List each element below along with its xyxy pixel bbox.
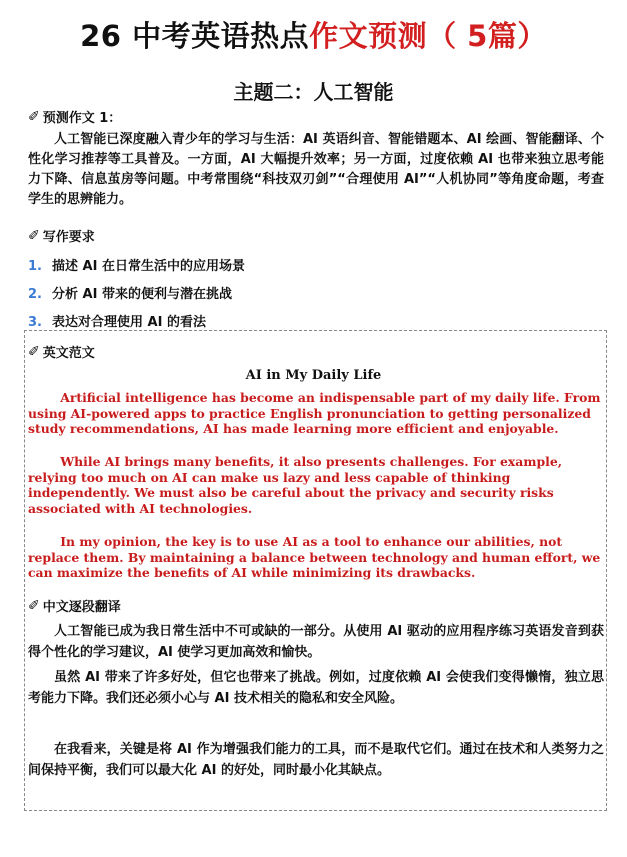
prediction-label: 预测作文 1：	[42, 111, 122, 126]
check-icon: ✐	[28, 597, 40, 614]
requirement-number: 1.	[28, 259, 42, 274]
requirement-text: 描述 AI 在日常生活中的应用场景	[52, 259, 245, 274]
prediction-heading	[28, 107, 121, 126]
topic-subtitle: 主题二：人工智能	[233, 80, 394, 104]
requirement-number: 3.	[28, 315, 42, 330]
essay-paragraph: In my opinion, the key is to use AI as a tool to enhance our abilities, not replace them. By maintaining a balance between technology and human effort, we can maximize the benefits of AI while minimizing its drawbacks.	[28, 534, 601, 581]
requirement-item	[28, 283, 232, 302]
check-icon: ✐	[28, 108, 40, 125]
check-icon: ✐	[28, 227, 40, 244]
page-title	[0, 14, 627, 55]
check-icon: ✐	[28, 343, 40, 360]
requirement-number: 2.	[28, 287, 42, 302]
requirement-item	[28, 311, 206, 330]
english-sample-heading	[28, 342, 95, 361]
translation-heading	[28, 596, 121, 615]
requirements-label: 写作要求	[42, 230, 95, 245]
translation-paragraph: 在我看来，关键是将 AI 作为增强我们能力的工具，而不是取代它们。通过在技术和人类努力之间保持平衡，我们可以最大化 AI 的好处，同时最小化其缺点。	[28, 742, 604, 778]
prediction-paragraph: 人工智能已深度融入青少年的学习与生活：AI 英语纠音、智能错题本、AI 绘画、智能翻译、个性化学习推荐等工具普及。一方面，AI 大幅提升效率；另一方面，过度依赖 AI 也带来独立思考能力下降、信息茧房等问题。中考常围绕“科技双刃剑”“合理使用 AI”“人机协同”等角度命题，考查学生的思辨能力。	[28, 132, 604, 207]
translation-paragraph: 虽然 AI 带来了许多好处，但它也带来了挑战。例如，过度依赖 AI 会使我们变得懒惰，独立思考能力下降。我们还必须小心与 AI 技术相关的隐私和安全风险。	[28, 670, 604, 706]
translation-paragraph: 人工智能已成为我日常生活中不可或缺的一部分。从使用 AI 驱动的应用程序练习英语发音到获得个性化的学习建议，AI 使学习更加高效和愉快。	[28, 624, 604, 660]
title-highlight: 作文预测（ 5篇）	[309, 19, 547, 53]
requirement-text: 表达对合理使用 AI 的看法	[52, 315, 206, 330]
requirement-text: 分析 AI 带来的便利与潜在挑战	[52, 287, 232, 302]
title-main: 26 中考英语热点	[80, 19, 310, 53]
requirement-item	[28, 255, 245, 274]
essay-paragraph: While AI brings many benefits, it also presents challenges. For example, relying too much on AI can make us lazy and less capable of thinking independently. We must also be careful about the privacy and security risks associated with AI technologies.	[28, 454, 563, 516]
requirements-heading	[28, 226, 95, 245]
essay-paragraph: Artificial intelligence has become an indispensable part of my daily life. From using AI-powered apps to practice English pronunciation to getting personalized study recommendations, AI has made learning more efficient and enjoyable.	[28, 390, 601, 437]
english-sample-label: 英文范文	[42, 346, 95, 361]
translation-label: 中文逐段翻译	[42, 600, 121, 615]
essay-title: AI in My Daily Life	[245, 368, 382, 383]
